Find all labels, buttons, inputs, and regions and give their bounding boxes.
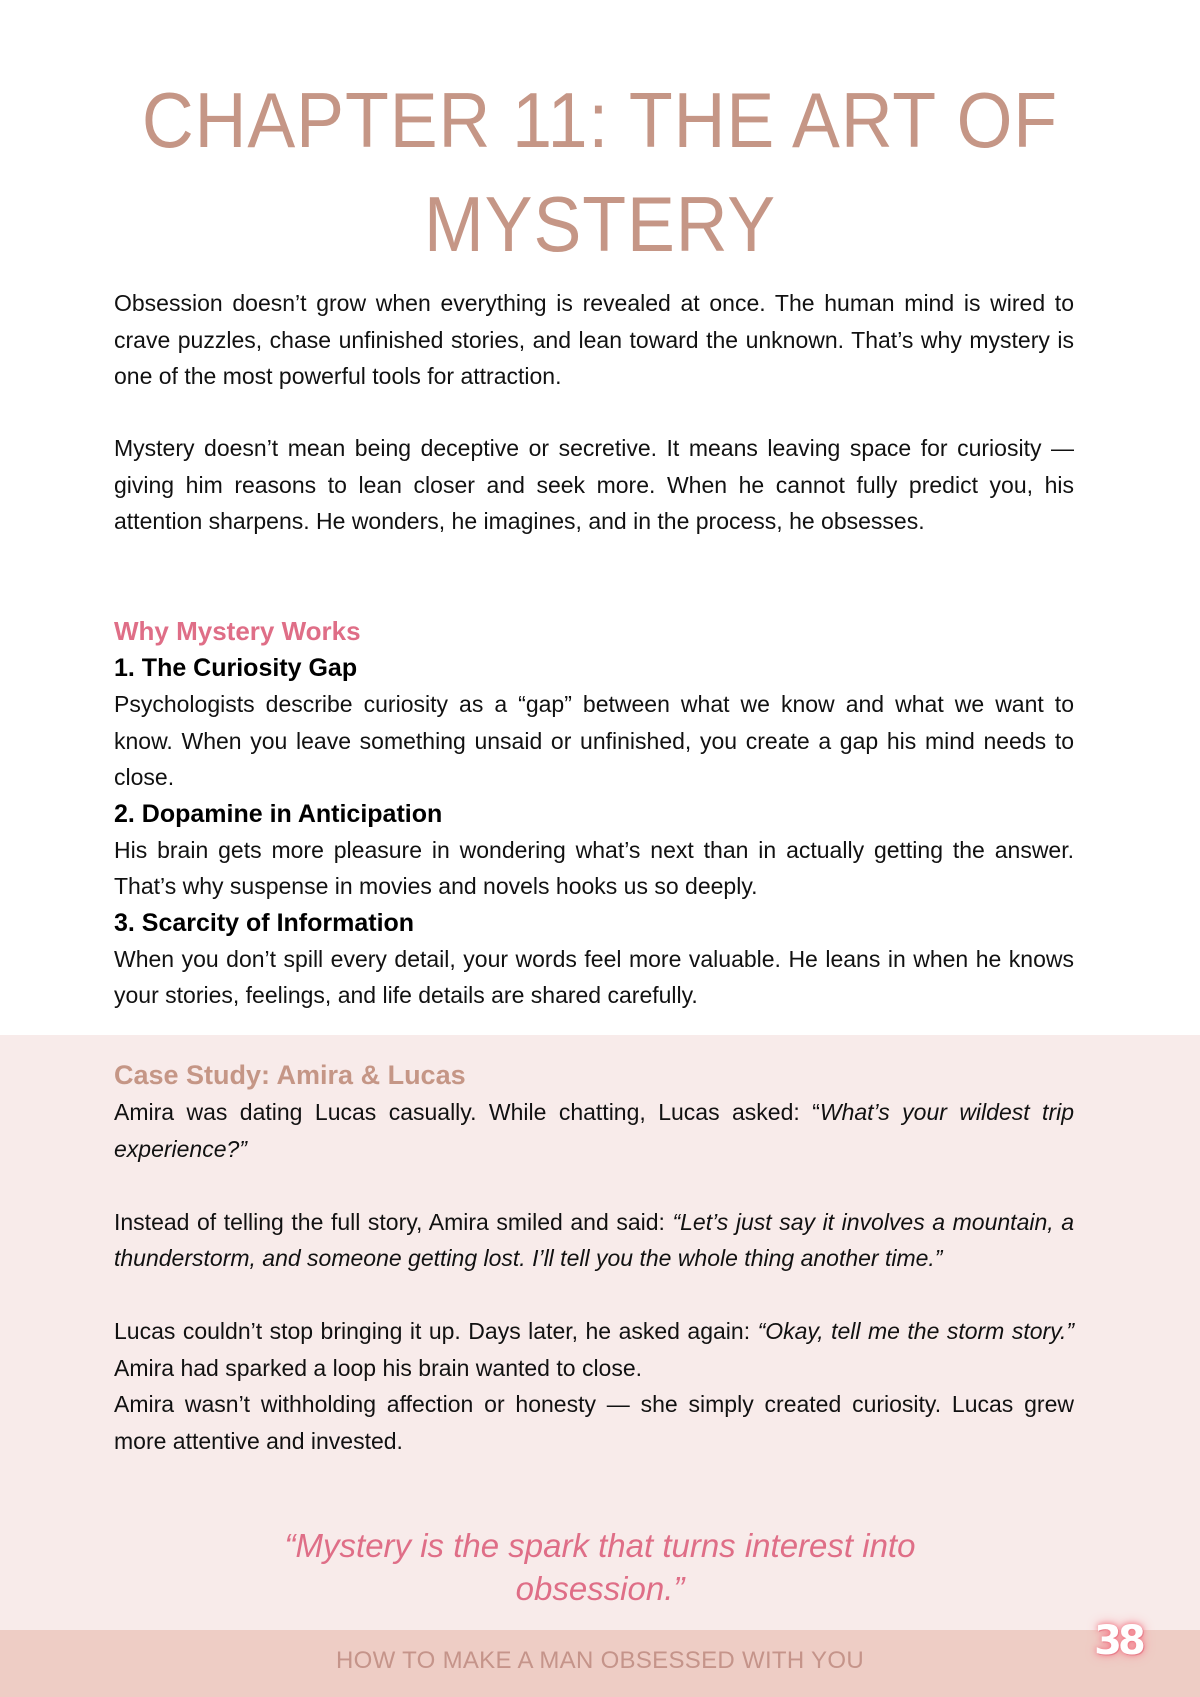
case-paragraph-4: Amira wasn’t withholding affection or honesty — she simply created curiosity. Lucas grew more attentive and invested. bbox=[114, 1391, 1074, 1454]
point-text: When you don’t spill every detail, your words feel more valuable. He leans in when he knows your stories, feelings, and life details are shared carefully. bbox=[114, 945, 1074, 1008]
case-text: Lucas couldn’t stop bringing it up. Days later, he asked again: bbox=[114, 1318, 758, 1344]
case-paragraph-3 bbox=[114, 1313, 1074, 1386]
case-quote: “Okay, tell me the storm story.” bbox=[757, 1318, 1074, 1344]
footer-book-title: HOW TO MAKE A MAN OBSESSED WITH YOU bbox=[336, 1647, 864, 1674]
intro-paragraph-1: Obsession doesn’t grow when everything is revealed at once. The human mind is wired to crave puzzles, chase unfinished stories, and lean toward the unknown. That’s why mystery is one of the most powerful tools for attraction. bbox=[114, 290, 1074, 389]
case-quote: “Let’s just say it involves a mountain, a thunderstorm, and someone getting lost. I’ll tell you the whole thing another time.” bbox=[114, 1208, 1075, 1271]
case-study-section bbox=[114, 1056, 1074, 1459]
spacer bbox=[114, 1277, 1074, 1314]
case-text: Amira had sparked a loop his brain wanted to close. bbox=[114, 1354, 643, 1381]
chapter-title: CHAPTER 11: THE ART OF MYSTERY bbox=[141, 76, 1059, 268]
point-heading: 1. The Curiosity Gap bbox=[114, 654, 358, 682]
point-text: His brain gets more pleasure in wondering what’s next than in actually getting the answer. That’s why suspense in movies and novels hooks us so deeply. bbox=[114, 836, 1074, 899]
case-text: Instead of telling the full story, Amira smiled and said: bbox=[114, 1208, 673, 1235]
point-heading: 3. Scarcity of Information bbox=[114, 908, 415, 937]
case-text: Amira was dating Lucas casually. While chatting, Lucas asked: “ bbox=[114, 1099, 820, 1125]
point-text: Psychologists describe curiosity as a “gap” between what we know and what we want to know. When you leave something unsaid or unfinished, you create a gap his mind needs to close. bbox=[114, 691, 1074, 790]
case-paragraph-2 bbox=[114, 1204, 1074, 1277]
case-quote: What’s your wildest trip experience?” bbox=[114, 1099, 1075, 1162]
case-study-heading: Case Study: Amira & Lucas bbox=[114, 1060, 466, 1090]
case-paragraph-1 bbox=[114, 1094, 1074, 1167]
why-mystery-works-section bbox=[114, 612, 1074, 1014]
point-heading: 2. Dopamine in Anticipation bbox=[114, 799, 443, 828]
pull-quote: “Mystery is the spark that turns interest into obsession.” bbox=[284, 1527, 916, 1607]
page-number: 38 bbox=[1094, 1618, 1142, 1664]
spacer bbox=[114, 1167, 1074, 1204]
section-heading: Why Mystery Works bbox=[114, 616, 361, 646]
intro-paragraph-2: Mystery doesn’t mean being deceptive or secretive. It means leaving space for curiosity — giving him reasons to lean closer and seek more. When he cannot fully predict you, his attention sharpens. He wonders, he imagines, and in the process, he obsesses. bbox=[114, 435, 1074, 534]
